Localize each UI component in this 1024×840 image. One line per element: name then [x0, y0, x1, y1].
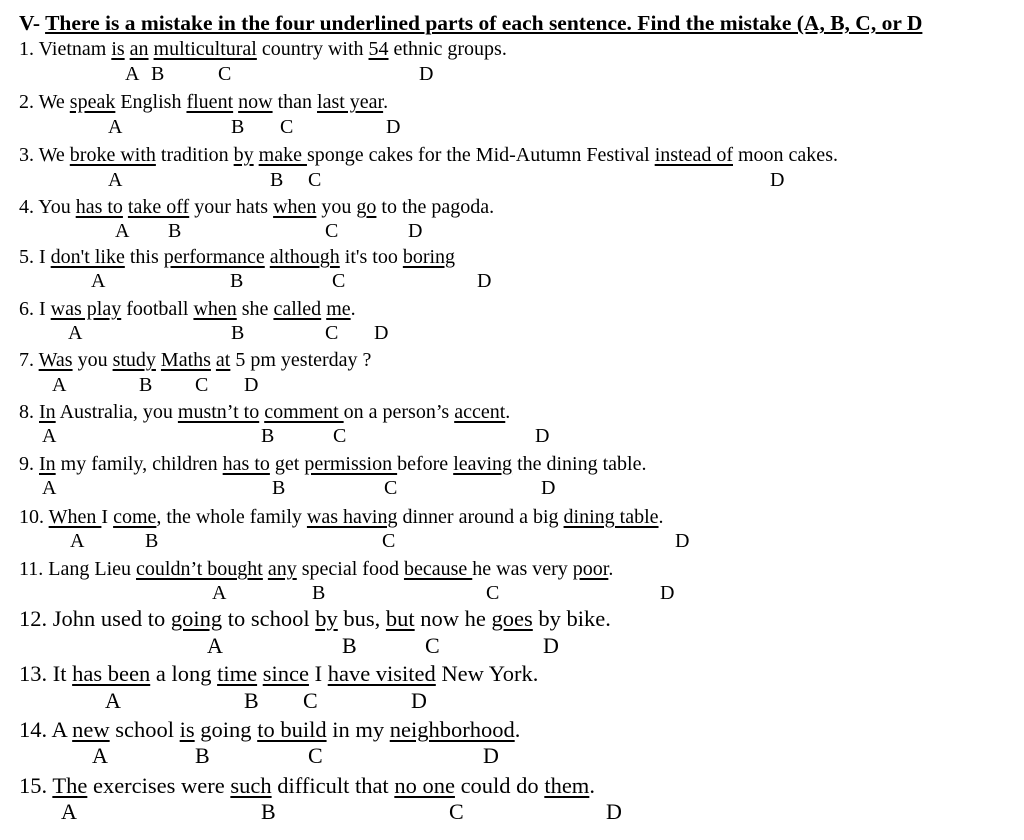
underlined-part: is	[179, 717, 195, 742]
option-letter: A	[92, 743, 108, 768]
option-letter: C	[332, 270, 346, 292]
underlined-part: accent	[454, 401, 506, 423]
option-letter: D	[543, 633, 559, 658]
option-letter: C	[280, 116, 294, 138]
sentence-text: English	[115, 91, 187, 113]
option-letter: D	[660, 582, 675, 604]
underlined-part: In	[39, 453, 56, 475]
option-letter: A	[125, 63, 140, 85]
underlined-part: time	[217, 661, 258, 686]
underlined-part: performance	[163, 246, 265, 268]
sentence-text: special food	[296, 558, 404, 580]
option-letter: B	[151, 63, 165, 85]
underlined-part: since	[262, 661, 309, 686]
option-letter: D	[408, 220, 423, 242]
underlined-part: at	[215, 349, 231, 371]
sentence-text: than	[272, 91, 318, 113]
option-letter: B	[195, 743, 210, 768]
option-letter: B	[139, 374, 153, 396]
question-number: 13.	[19, 661, 48, 686]
option-letter: C	[384, 477, 398, 499]
underlined-part: come	[113, 506, 157, 528]
sentence-text: A	[47, 717, 73, 742]
option-letter: B	[231, 116, 245, 138]
question-number: 9.	[19, 453, 34, 475]
sentence-text: New York.	[435, 661, 539, 686]
sentence-text: on a person’s	[343, 401, 455, 423]
underlined-part: was having	[306, 506, 398, 528]
option-letter: D	[244, 374, 259, 396]
underlined-part: The	[52, 773, 88, 798]
question-number: 8.	[19, 401, 34, 423]
underlined-part: has to	[75, 196, 123, 218]
sentence-text: by bike.	[532, 606, 611, 631]
sentence-text: I	[101, 506, 114, 528]
underlined-part: such	[230, 773, 272, 798]
underlined-part: has been	[72, 661, 151, 686]
sentence-text: bus,	[337, 606, 386, 631]
sentence-text: you	[72, 349, 113, 371]
underlined-part: them	[544, 773, 590, 798]
sentence-text: the dining table.	[512, 453, 647, 475]
sentence-text: my family, children	[55, 453, 223, 475]
sentence-text: , the whole family	[156, 506, 307, 528]
section-instruction: There is a mistake in the four underlined parts of each sentence. Find the mistake (A, B, C, or D	[45, 11, 923, 35]
underlined-part: by	[233, 144, 254, 166]
option-letter: A	[42, 425, 57, 447]
sentence-text: your hats	[189, 196, 274, 218]
option-letter: C	[308, 169, 322, 191]
underlined-part: has to	[222, 453, 270, 475]
option-letter: A	[68, 322, 83, 344]
sentence-text: you	[316, 196, 357, 218]
question-number: 10.	[19, 506, 44, 528]
sentence-text: I	[34, 298, 51, 320]
underlined-part: study	[112, 349, 156, 371]
option-letter: D	[374, 322, 389, 344]
sentence-text: to the pagoda.	[376, 196, 495, 218]
question-number: 2.	[19, 91, 34, 113]
underlined-part: take off	[127, 196, 190, 218]
option-letter: A	[70, 530, 85, 552]
underlined-part: because	[403, 558, 473, 580]
option-letter: C	[195, 374, 209, 396]
option-letter: A	[212, 582, 227, 604]
underlined-part: leaving	[453, 453, 513, 475]
underlined-part: fluent	[186, 91, 234, 113]
option-letter: D	[535, 425, 550, 447]
underlined-part: is	[111, 38, 125, 60]
option-letter: A	[61, 799, 77, 824]
option-letter: D	[770, 169, 785, 191]
option-letter: C	[486, 582, 500, 604]
sentence-text: We	[34, 144, 70, 166]
option-letter: B	[312, 582, 326, 604]
underlined-part: make	[258, 144, 307, 166]
option-letter: C	[382, 530, 396, 552]
option-letter: C	[325, 220, 339, 242]
sentence-text: it's too	[339, 246, 403, 268]
underlined-part: neighborhood	[389, 717, 515, 742]
option-letter: A	[105, 688, 121, 713]
underlined-part: speak	[69, 91, 116, 113]
sentence-text: 5 pm yesterday ?	[230, 349, 372, 371]
sentence-text: .	[514, 717, 521, 742]
option-letter: B	[168, 220, 182, 242]
question-number: 12.	[19, 606, 48, 631]
option-letter: B	[342, 633, 357, 658]
option-letter: A	[115, 220, 130, 242]
sentence-text: Lang Lieu	[43, 558, 137, 580]
underlined-part: to build	[257, 717, 327, 742]
option-letter: D	[606, 799, 622, 824]
sentence-text: Vietnam	[34, 38, 112, 60]
option-letter: D	[411, 688, 427, 713]
sentence-text: she	[236, 298, 274, 320]
underlined-part: broke with	[69, 144, 156, 166]
sentence-text: .	[608, 558, 614, 580]
sentence-text: could do	[454, 773, 545, 798]
sentence-text: going	[194, 717, 258, 742]
option-letter: C	[325, 322, 339, 344]
option-letter: D	[477, 270, 492, 292]
sentence-text: ethnic groups.	[388, 38, 507, 60]
question-number: 3.	[19, 144, 34, 166]
underlined-part: new	[72, 717, 110, 742]
option-letter: D	[419, 63, 434, 85]
sentence-text: football	[121, 298, 194, 320]
underlined-part: boring	[402, 246, 456, 268]
underlined-part: have visited	[327, 661, 436, 686]
sentence-text: moon cakes.	[733, 144, 838, 166]
sentence-text: before	[397, 453, 454, 475]
underlined-part: mustn’t to	[177, 401, 260, 423]
underlined-part: by	[315, 606, 338, 631]
sentence-text: sponge cakes for the Mid-Autumn Festival	[306, 144, 655, 166]
sentence-text: tradition	[155, 144, 234, 166]
sentence-text: We	[34, 91, 70, 113]
underlined-part: multicultural	[153, 38, 257, 60]
option-letter: D	[541, 477, 556, 499]
underlined-part: but	[385, 606, 415, 631]
option-letter: C	[303, 688, 318, 713]
sentence-text: country with	[256, 38, 369, 60]
question-number: 4.	[19, 196, 34, 218]
option-letter: B	[261, 799, 276, 824]
underlined-part: any	[267, 558, 297, 580]
sentence-text: get	[269, 453, 305, 475]
underlined-part: an	[129, 38, 149, 60]
option-letter: C	[333, 425, 347, 447]
underlined-part: when	[193, 298, 237, 320]
underlined-part: me	[326, 298, 351, 320]
underlined-part: no one	[394, 773, 455, 798]
sentence-text: It	[47, 661, 73, 686]
option-letter: B	[231, 322, 245, 344]
option-letter: C	[449, 799, 464, 824]
underlined-part: couldn’t bought	[136, 558, 263, 580]
sentence-text: .	[350, 298, 356, 320]
question-number: 14.	[19, 717, 48, 742]
option-letter: A	[207, 633, 223, 658]
underlined-part: permission	[304, 453, 398, 475]
question-number: 5.	[19, 246, 34, 268]
sentence-text: .	[383, 91, 389, 113]
sentence-text: .	[589, 773, 595, 798]
sentence-text: Australia, you	[55, 401, 178, 423]
option-letter: C	[218, 63, 232, 85]
option-letter: B	[261, 425, 275, 447]
sentence-text: in my	[326, 717, 390, 742]
sentence-text: this	[124, 246, 164, 268]
sentence-text: difficult that	[271, 773, 395, 798]
underlined-part: poor	[572, 558, 609, 580]
underlined-part: 54	[368, 38, 389, 60]
sentence-text: school	[109, 717, 180, 742]
option-letter: B	[145, 530, 159, 552]
question-number: 6.	[19, 298, 34, 320]
option-letter: B	[230, 270, 244, 292]
sentence-text: I	[308, 661, 328, 686]
underlined-part: Was	[38, 349, 73, 371]
question-number: 11.	[19, 558, 44, 580]
option-letter: A	[52, 374, 67, 396]
underlined-part: was play	[50, 298, 122, 320]
underlined-part: goes	[491, 606, 533, 631]
option-letter: D	[675, 530, 690, 552]
underlined-part: when	[273, 196, 317, 218]
sentence-text: .	[505, 401, 511, 423]
option-letter: A	[108, 116, 123, 138]
underlined-part: dining table	[563, 506, 659, 528]
underlined-part: comment	[264, 401, 344, 423]
sentence-text: he was very	[472, 558, 573, 580]
question-number: 1.	[19, 38, 34, 60]
underlined-part: going	[170, 606, 223, 631]
option-letter: A	[42, 477, 57, 499]
underlined-part: although	[269, 246, 340, 268]
underlined-part: called	[273, 298, 322, 320]
question-number: 15.	[19, 773, 48, 798]
sentence-text: I	[34, 246, 51, 268]
option-letter: C	[308, 743, 323, 768]
sentence-text: You	[34, 196, 76, 218]
option-letter: A	[91, 270, 106, 292]
option-letter: B	[270, 169, 284, 191]
sentence-text: now he	[414, 606, 492, 631]
section-label: V-	[19, 11, 46, 35]
underlined-part: last year	[317, 91, 384, 113]
option-letter: B	[244, 688, 259, 713]
sentence-text: to school	[222, 606, 316, 631]
option-letter: D	[483, 743, 499, 768]
underlined-part: now	[238, 91, 273, 113]
underlined-part: instead of	[654, 144, 733, 166]
option-letter: C	[425, 633, 440, 658]
option-letter: A	[108, 169, 123, 191]
underlined-part: When	[48, 506, 102, 528]
question-number: 7.	[19, 349, 34, 371]
underlined-part: In	[39, 401, 56, 423]
option-letter: D	[386, 116, 401, 138]
underlined-part: go	[356, 196, 377, 218]
underlined-part: don't like	[50, 246, 125, 268]
sentence-text: exercises were	[87, 773, 231, 798]
sentence-text: dinner around a big	[397, 506, 564, 528]
option-letter: B	[272, 477, 286, 499]
sentence-text: John used to	[47, 606, 171, 631]
sentence-text: .	[658, 506, 664, 528]
sentence-text: a long	[150, 661, 218, 686]
underlined-part: Maths	[160, 349, 211, 371]
